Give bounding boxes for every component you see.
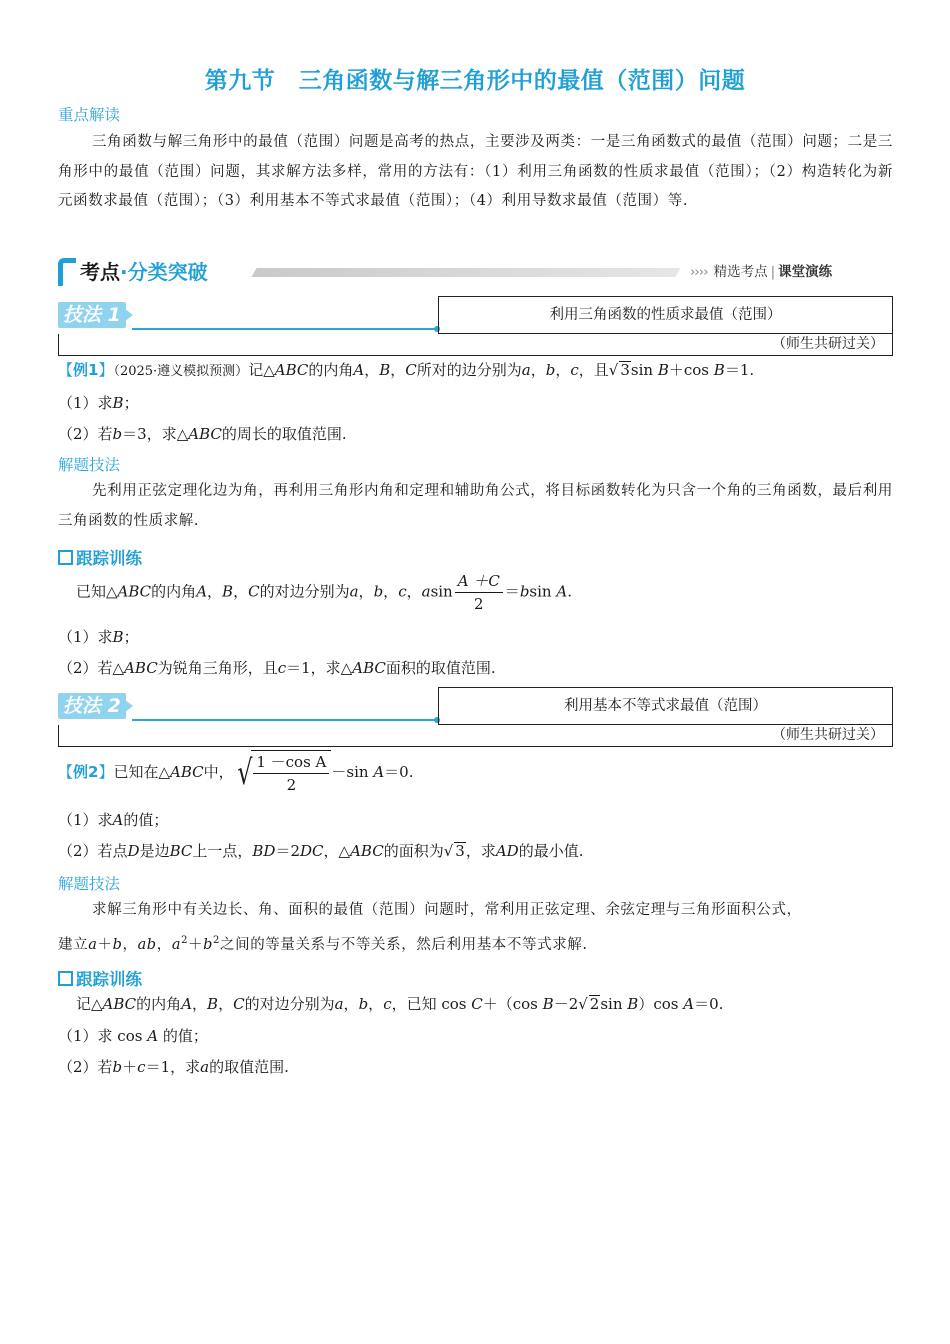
track-1-q2 bbox=[58, 657, 496, 678]
text: ， bbox=[383, 582, 399, 601]
text: 之间的等量关系与不等关系，然后利用基本不等式求解. bbox=[220, 936, 588, 953]
text: （2）若 bbox=[58, 425, 113, 443]
text: c bbox=[383, 995, 392, 1013]
text: b bbox=[519, 582, 530, 601]
text: （1）求 bbox=[58, 394, 113, 412]
example-2-statement bbox=[58, 750, 413, 796]
text: DC bbox=[300, 842, 324, 860]
track-1-statement bbox=[76, 570, 572, 615]
text: ， bbox=[530, 361, 546, 379]
text: 的内角 bbox=[136, 995, 182, 1013]
fraction-num: 1 －cos A bbox=[253, 751, 329, 774]
text: ＝2 bbox=[275, 842, 300, 860]
method-2-text bbox=[58, 896, 893, 960]
track-1-q1 bbox=[58, 626, 139, 647]
text: ， bbox=[192, 995, 208, 1013]
text: －sin bbox=[331, 763, 374, 781]
text: ＋ bbox=[122, 1058, 138, 1076]
sqrt-icon: √ bbox=[443, 842, 454, 860]
text: ＝1. bbox=[724, 361, 755, 379]
method-1-text bbox=[58, 477, 893, 536]
text: sin bbox=[600, 995, 628, 1013]
text: D bbox=[127, 842, 140, 860]
example-1-q2 bbox=[58, 423, 347, 444]
fraction-den: 2 bbox=[286, 776, 297, 794]
fraction bbox=[455, 570, 503, 615]
text: ＝3，求△ bbox=[122, 425, 189, 443]
text: ， bbox=[122, 936, 138, 953]
text: 2 bbox=[213, 934, 220, 946]
technique-1-title: 利用三角函数的性质求最值（范围） bbox=[438, 296, 893, 334]
banner-right-a: 精选考点 bbox=[713, 264, 768, 280]
text: 的最小值. bbox=[518, 842, 584, 860]
example-2-q2 bbox=[58, 840, 583, 861]
text: 2 bbox=[589, 995, 600, 1013]
text: ， bbox=[218, 995, 234, 1013]
text: 记△ bbox=[248, 361, 275, 379]
text: 的周长的取值范围. bbox=[221, 425, 347, 443]
text: ＋（cos bbox=[482, 995, 543, 1013]
text: C bbox=[248, 582, 260, 601]
text: ， bbox=[555, 361, 571, 379]
text: c bbox=[137, 1058, 146, 1076]
text: . bbox=[567, 582, 572, 601]
text: ABC bbox=[188, 425, 222, 443]
text: C bbox=[405, 361, 417, 379]
text: ＋cos bbox=[668, 361, 714, 379]
text: A bbox=[353, 361, 365, 379]
text: c bbox=[398, 582, 407, 601]
fraction bbox=[253, 751, 329, 796]
text: a bbox=[171, 936, 182, 953]
key-points-label: 重点解读 bbox=[58, 106, 121, 124]
example-2-q1 bbox=[58, 809, 168, 830]
text: B bbox=[222, 582, 234, 601]
text: ＝ bbox=[504, 582, 520, 601]
text: A bbox=[147, 1027, 159, 1045]
text: ， bbox=[156, 936, 172, 953]
text: ＝1，求△ bbox=[286, 659, 353, 677]
example-1-source: （2025·遵义模拟预测） bbox=[113, 364, 249, 379]
method-1-label: 解题技法 bbox=[58, 456, 121, 474]
text: BC bbox=[169, 842, 193, 860]
text: 的取值范围. bbox=[209, 1058, 289, 1076]
text: c bbox=[570, 361, 579, 379]
text: 建立 bbox=[58, 936, 89, 953]
text: sin bbox=[630, 361, 658, 379]
text: B bbox=[207, 995, 219, 1013]
text: ，△ bbox=[323, 842, 351, 860]
text: （1）求 cos bbox=[58, 1027, 148, 1045]
text: b bbox=[112, 425, 123, 443]
text: ， bbox=[406, 582, 422, 601]
text: sin bbox=[529, 582, 557, 601]
text: 的对边分别为 bbox=[259, 582, 350, 601]
text: a bbox=[421, 582, 431, 601]
text: sin bbox=[430, 582, 453, 601]
text: B bbox=[713, 361, 725, 379]
text: ＝1，求 bbox=[145, 1058, 201, 1076]
text: a bbox=[88, 936, 98, 953]
text: a bbox=[521, 361, 531, 379]
text: b bbox=[112, 1058, 123, 1076]
text: ， bbox=[207, 582, 223, 601]
text: ABC bbox=[352, 659, 386, 677]
text: b bbox=[203, 936, 214, 953]
sqrt-body bbox=[251, 750, 331, 796]
text: ，求 bbox=[465, 842, 496, 860]
text: ＋ bbox=[188, 936, 204, 953]
text: ； bbox=[123, 628, 139, 646]
text: 所对的边分别为 bbox=[416, 361, 522, 379]
technique-1-sub: （师生共研过关） bbox=[58, 334, 893, 356]
track-2-label bbox=[58, 966, 142, 990]
banner-right bbox=[690, 256, 832, 288]
text: 是边 bbox=[139, 842, 170, 860]
method-2-label: 解题技法 bbox=[58, 875, 121, 893]
track-2-label-text: 跟踪训练 bbox=[76, 970, 142, 989]
text: A bbox=[196, 582, 208, 601]
text: B bbox=[542, 995, 554, 1013]
track-1-label-text: 跟踪训练 bbox=[76, 549, 142, 568]
chevrons-icon: ›››› bbox=[690, 264, 708, 280]
text: 记△ bbox=[76, 995, 103, 1013]
text: B bbox=[379, 361, 391, 379]
technique-2-badge: 技法 2 bbox=[58, 693, 126, 719]
text: ABC bbox=[274, 361, 309, 379]
text: 的内角 bbox=[151, 582, 197, 601]
text: B bbox=[657, 361, 669, 379]
text: C bbox=[233, 995, 245, 1013]
text: B bbox=[112, 394, 124, 412]
method-2-line1: 求解三角形中有关边长、角、面积的最值（范围）问题时，常利用正弦定理、余弦定理与三角形面积公式， bbox=[92, 902, 802, 918]
text: 面积的取值范围. bbox=[385, 659, 496, 677]
text: －2 bbox=[553, 995, 579, 1013]
banner-right-b: 课堂演练 bbox=[778, 264, 833, 280]
text: 3 bbox=[620, 361, 630, 379]
text: （2）若△ bbox=[58, 659, 125, 677]
text: ＝0. bbox=[694, 995, 724, 1013]
text: ， bbox=[358, 582, 374, 601]
text: ABC bbox=[102, 995, 137, 1013]
text: 已知在△ bbox=[113, 763, 171, 781]
technique-2-rule bbox=[132, 719, 436, 721]
track-2-q1 bbox=[58, 1025, 208, 1046]
text: ＝0. bbox=[384, 763, 414, 781]
text: （2）若 bbox=[58, 1058, 113, 1076]
track-2-statement bbox=[76, 993, 723, 1014]
technique-2-header bbox=[58, 687, 893, 743]
text: ）cos bbox=[638, 995, 684, 1013]
sqrt-icon: √ bbox=[236, 753, 253, 793]
track-1-label bbox=[58, 545, 142, 569]
text: A bbox=[683, 995, 695, 1013]
text: 的值； bbox=[158, 1027, 208, 1045]
text: C bbox=[471, 995, 483, 1013]
text: 的值； bbox=[123, 811, 169, 829]
technique-2-title: 利用基本不等式求最值（范围） bbox=[438, 687, 893, 725]
sqrt-icon: √ bbox=[578, 995, 588, 1013]
banner-title-b: 分类突破 bbox=[127, 260, 208, 284]
text: ， bbox=[364, 361, 380, 379]
text: ＋ bbox=[97, 936, 113, 953]
text: BD bbox=[252, 842, 276, 860]
track-2-q2 bbox=[58, 1056, 289, 1077]
text: ab bbox=[137, 936, 157, 953]
text: 中， bbox=[203, 763, 234, 781]
example-2-tag-text: 例2 bbox=[73, 763, 99, 781]
text: 上一点， bbox=[192, 842, 253, 860]
banner-sep: | bbox=[770, 264, 776, 280]
text: ， bbox=[390, 361, 406, 379]
example-1-tag: 【例1】 bbox=[58, 361, 114, 379]
text: 2 bbox=[181, 934, 189, 946]
text: A bbox=[112, 811, 124, 829]
section-banner bbox=[58, 256, 893, 288]
banner-title-a: 考点 bbox=[80, 260, 120, 284]
text: b bbox=[373, 582, 384, 601]
example-2-tag: 【例2】 bbox=[58, 763, 114, 781]
text: ， bbox=[343, 995, 359, 1013]
text: ，已知 cos bbox=[391, 995, 472, 1013]
text: （1）求 bbox=[58, 628, 113, 646]
technique-1-rule bbox=[132, 328, 436, 330]
text: A bbox=[556, 582, 568, 601]
key-points-text bbox=[58, 128, 893, 217]
key-points-body: 三角函数与解三角形中的最值（范围）问题是高考的热点，主要涉及两类：一是三角函数式的最值（范围）问题；二是三角形中的最值（范围）问题，其求解方法多样，常用的方法有：（1）利用三角函数的性质求最值（范围）；（2）构造转化为新元函数求最值（范围）；（3）利用基本不等式求最值（范围）；（4）利用导数求最值（范围）等. bbox=[58, 134, 893, 209]
text: A bbox=[373, 763, 385, 781]
text: 为锐角三角形，且 bbox=[157, 659, 278, 677]
text: （2）若点 bbox=[58, 842, 128, 860]
checkbox-square-icon bbox=[58, 971, 73, 986]
method-1-body: 先利用正弦定理化边为角，再利用三角形内角和定理和辅助角公式，将目标函数转化为只含一个角的三角函数，最后利用三角函数的性质求解. bbox=[58, 483, 893, 529]
text: ，且 bbox=[578, 361, 609, 379]
text: AD bbox=[495, 842, 519, 860]
text: A bbox=[181, 995, 193, 1013]
text: ABC bbox=[350, 842, 384, 860]
text: B bbox=[627, 995, 639, 1013]
banner-dot: · bbox=[120, 260, 128, 284]
technique-2-sub: （师生共研过关） bbox=[58, 725, 893, 747]
example-1-q1 bbox=[58, 392, 139, 413]
text: b bbox=[112, 936, 123, 953]
triangle-right-icon bbox=[124, 699, 133, 713]
example-1-tag-text: 例1 bbox=[73, 361, 99, 379]
text: 的内角 bbox=[308, 361, 354, 379]
text: a bbox=[334, 995, 344, 1013]
text: a bbox=[200, 1058, 210, 1076]
triangle-right-icon bbox=[124, 308, 133, 322]
text: （1）求 bbox=[58, 811, 113, 829]
text: b bbox=[358, 995, 369, 1013]
fraction-den: 2 bbox=[473, 595, 484, 613]
text: ； bbox=[123, 394, 139, 412]
text: 的面积为 bbox=[383, 842, 444, 860]
example-1-statement bbox=[58, 359, 754, 380]
text: ， bbox=[368, 995, 384, 1013]
text: c bbox=[277, 659, 287, 677]
text: ABC bbox=[170, 763, 204, 781]
text: ABC bbox=[117, 582, 152, 601]
banner-title bbox=[58, 256, 248, 288]
text: 已知△ bbox=[76, 582, 118, 601]
technique-1-header bbox=[58, 296, 893, 352]
text: b bbox=[545, 361, 556, 379]
text: 3 bbox=[455, 842, 465, 860]
text: ， bbox=[233, 582, 249, 601]
banner-stripe bbox=[251, 268, 680, 277]
page-title: 第九节 三角函数与解三角形中的最值（范围）问题 bbox=[204, 68, 746, 94]
text: 的对边分别为 bbox=[244, 995, 335, 1013]
text: B bbox=[112, 628, 124, 646]
fraction-num: A ＋C bbox=[455, 570, 503, 593]
text: ABC bbox=[124, 659, 158, 677]
checkbox-square-icon bbox=[58, 550, 73, 565]
technique-1-badge: 技法 1 bbox=[58, 302, 126, 328]
text: a bbox=[349, 582, 359, 601]
sqrt-icon: √ bbox=[608, 361, 619, 379]
